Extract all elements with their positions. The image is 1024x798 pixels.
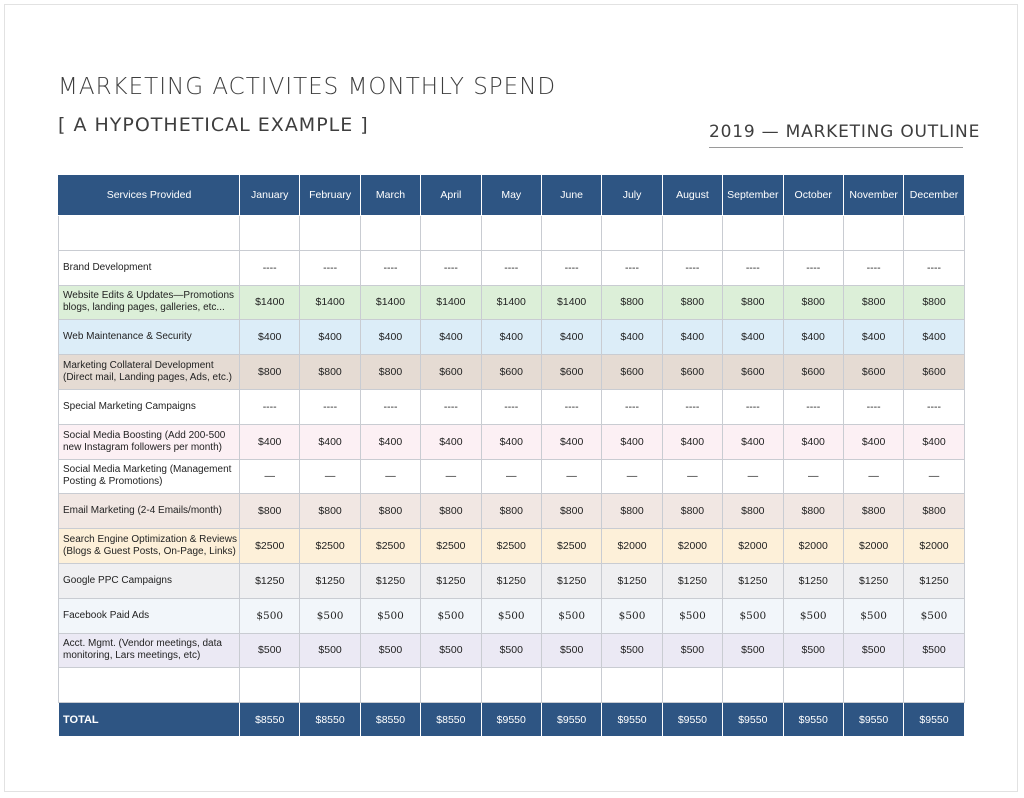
spend-cell (541, 216, 601, 251)
spend-cell (421, 668, 481, 703)
spend-cell: $1400 (240, 285, 300, 320)
spend-cell: $400 (300, 320, 360, 355)
spend-cell: — (481, 459, 541, 494)
spend-cell: $1250 (662, 563, 722, 598)
spend-cell: $800 (783, 285, 843, 320)
spend-cell: ---- (723, 250, 783, 285)
spend-cell: $1250 (843, 563, 903, 598)
service-label: Search Engine Optimization & Reviews (Blogs & Guest Posts, On-Page, Links) (59, 529, 240, 564)
spend-cell: $2000 (783, 529, 843, 564)
spend-cell: $500 (300, 633, 360, 668)
spend-cell: ---- (843, 250, 903, 285)
spend-cell: ---- (904, 250, 964, 285)
spend-cell: $400 (240, 320, 300, 355)
spend-cell: $2500 (240, 529, 300, 564)
spend-cell: $400 (360, 424, 420, 459)
spend-cell: $600 (662, 355, 722, 390)
total-cell: $9550 (723, 703, 783, 737)
service-label: Brand Development (59, 250, 240, 285)
spend-cell (723, 668, 783, 703)
spend-cell: $500 (602, 598, 662, 633)
column-header-month: December (904, 175, 964, 216)
page-subtitle: [ A HYPOTHETICAL EXAMPLE ] (58, 114, 369, 136)
outline-heading: 2019 — MARKETING OUTLINE (709, 122, 963, 148)
spend-cell: $800 (602, 494, 662, 529)
spend-cell: ---- (541, 389, 601, 424)
service-label: Acct. Mgmt. (Vendor meetings, data monitoring, Lars meetings, etc) (59, 633, 240, 668)
column-header-month: April (421, 175, 481, 216)
spend-cell: $400 (421, 424, 481, 459)
spend-cell: $2500 (360, 529, 420, 564)
spend-cell: ---- (300, 250, 360, 285)
spend-cell: ---- (904, 389, 964, 424)
spend-cell: $800 (662, 285, 722, 320)
spend-cell: — (904, 459, 964, 494)
spend-cell: — (602, 459, 662, 494)
spend-cell: ---- (421, 250, 481, 285)
spend-cell: ---- (662, 389, 722, 424)
spend-cell: — (783, 459, 843, 494)
spend-cell (360, 216, 420, 251)
spend-cell (541, 668, 601, 703)
spend-cell: $500 (421, 633, 481, 668)
spend-cell: $400 (602, 424, 662, 459)
column-header-month: August (662, 175, 722, 216)
spend-cell: $1250 (421, 563, 481, 598)
spend-cell: $500 (602, 633, 662, 668)
spend-cell (843, 668, 903, 703)
spend-cell: ---- (360, 250, 420, 285)
spend-cell: $500 (783, 633, 843, 668)
spend-cell (240, 216, 300, 251)
spend-cell (300, 216, 360, 251)
spend-cell: ---- (300, 389, 360, 424)
spend-cell: ---- (481, 250, 541, 285)
spend-cell: $1250 (723, 563, 783, 598)
spend-cell: $500 (360, 598, 420, 633)
spend-cell: $2500 (481, 529, 541, 564)
spend-cell: $800 (481, 494, 541, 529)
spend-cell: $600 (904, 355, 964, 390)
spend-cell: — (240, 459, 300, 494)
service-label (59, 216, 240, 251)
table-row (59, 320, 965, 355)
spend-cell: $1250 (360, 563, 420, 598)
spend-cell: $1400 (300, 285, 360, 320)
spend-cell: $500 (240, 633, 300, 668)
spend-cell (360, 668, 420, 703)
spend-cell (662, 668, 722, 703)
spend-cell: $2500 (421, 529, 481, 564)
spend-cell: $400 (541, 320, 601, 355)
spend-cell: $400 (723, 320, 783, 355)
spend-cell (904, 216, 964, 251)
service-label: Marketing Collateral Development (Direct mail, Landing pages, Ads, etc.) (59, 355, 240, 390)
spend-cell: ---- (481, 389, 541, 424)
total-cell: $9550 (541, 703, 601, 737)
table-row (59, 250, 965, 285)
spend-cell: $400 (843, 320, 903, 355)
column-header-month: March (360, 175, 420, 216)
spend-cell: $2000 (723, 529, 783, 564)
spend-cell: — (300, 459, 360, 494)
service-label: Special Marketing Campaigns (59, 389, 240, 424)
spend-cell: $500 (723, 633, 783, 668)
spend-cell: $400 (662, 320, 722, 355)
spend-cell: $800 (240, 494, 300, 529)
spend-cell: $2000 (602, 529, 662, 564)
spend-cell: $400 (360, 320, 420, 355)
spend-cell: $2000 (904, 529, 964, 564)
spend-cell: ---- (783, 250, 843, 285)
spend-cell: $500 (843, 633, 903, 668)
spend-cell (481, 216, 541, 251)
spend-cell: — (723, 459, 783, 494)
service-label: Website Edits & Updates—Promotions blogs, landing pages, galleries, etc... (59, 285, 240, 320)
spend-cell: $400 (300, 424, 360, 459)
total-cell: $8550 (421, 703, 481, 737)
service-label: Social Media Boosting (Add 200-500 new Instagram followers per month) (59, 424, 240, 459)
spend-cell: $1400 (360, 285, 420, 320)
spend-cell: ---- (240, 389, 300, 424)
spend-cell (602, 216, 662, 251)
table-row (59, 668, 965, 703)
spend-cell: $800 (300, 355, 360, 390)
spend-cell: $500 (662, 598, 722, 633)
table-row (59, 424, 965, 459)
table-row (59, 459, 965, 494)
total-cell: $8550 (240, 703, 300, 737)
spend-cell: $500 (300, 598, 360, 633)
spend-cell: $800 (541, 494, 601, 529)
spend-cell: — (662, 459, 722, 494)
spend-cell: $1400 (541, 285, 601, 320)
total-cell: $9550 (602, 703, 662, 737)
spend-cell: ---- (421, 389, 481, 424)
spend-cell: $400 (602, 320, 662, 355)
spend-cell (783, 216, 843, 251)
total-row (59, 703, 965, 737)
table-row (59, 598, 965, 633)
spend-cell: $600 (843, 355, 903, 390)
spend-cell (481, 668, 541, 703)
service-label (59, 668, 240, 703)
spend-cell: $400 (783, 424, 843, 459)
spend-cell: — (541, 459, 601, 494)
spend-cell: $400 (783, 320, 843, 355)
spend-cell: — (843, 459, 903, 494)
spend-cell: $800 (843, 494, 903, 529)
spend-table (58, 174, 965, 737)
spend-cell: $400 (421, 320, 481, 355)
spend-cell (602, 668, 662, 703)
spend-cell: $400 (240, 424, 300, 459)
spend-cell: $800 (723, 285, 783, 320)
spend-cell: $2500 (300, 529, 360, 564)
total-cell: $9550 (783, 703, 843, 737)
spend-cell: $2000 (843, 529, 903, 564)
spend-cell: $400 (843, 424, 903, 459)
spend-cell: $1250 (904, 563, 964, 598)
spend-cell: $1250 (541, 563, 601, 598)
spend-cell: $800 (300, 494, 360, 529)
service-label: Web Maintenance & Security (59, 320, 240, 355)
column-header-month: January (240, 175, 300, 216)
column-header-month: February (300, 175, 360, 216)
total-cell: $8550 (360, 703, 420, 737)
table-row (59, 494, 965, 529)
spend-cell: $2000 (662, 529, 722, 564)
spend-cell: ---- (783, 389, 843, 424)
service-label: Google PPC Campaigns (59, 563, 240, 598)
spend-cell: ---- (360, 389, 420, 424)
spend-cell: — (421, 459, 481, 494)
column-header-services: Services Provided (59, 175, 240, 216)
spend-cell: $600 (602, 355, 662, 390)
spend-cell: — (360, 459, 420, 494)
spend-cell (421, 216, 481, 251)
header-row (59, 175, 965, 216)
spend-cell: $500 (723, 598, 783, 633)
spend-cell: $600 (541, 355, 601, 390)
spend-cell: $500 (541, 633, 601, 668)
spend-cell: $600 (481, 355, 541, 390)
spend-cell: $500 (360, 633, 420, 668)
spend-cell: $400 (662, 424, 722, 459)
column-header-month: May (481, 175, 541, 216)
table-row (59, 563, 965, 598)
service-label: Email Marketing (2-4 Emails/month) (59, 494, 240, 529)
total-cell: $9550 (481, 703, 541, 737)
spend-cell: $800 (360, 355, 420, 390)
spend-cell: $400 (723, 424, 783, 459)
spend-cell: $1250 (300, 563, 360, 598)
spend-cell: $800 (662, 494, 722, 529)
spend-cell: $500 (904, 598, 964, 633)
total-cell: $9550 (904, 703, 964, 737)
spend-cell: $800 (843, 285, 903, 320)
spend-cell: $1400 (421, 285, 481, 320)
spend-cell: $1250 (481, 563, 541, 598)
spend-cell: $800 (421, 494, 481, 529)
spend-cell: $600 (421, 355, 481, 390)
spend-cell: $500 (421, 598, 481, 633)
spend-cell: ---- (723, 389, 783, 424)
column-header-month: June (541, 175, 601, 216)
total-cell: $8550 (300, 703, 360, 737)
spend-cell: $800 (904, 285, 964, 320)
spend-cell (300, 668, 360, 703)
spend-cell: $800 (904, 494, 964, 529)
spend-cell: $400 (481, 320, 541, 355)
spend-cell: ---- (240, 250, 300, 285)
spend-cell: $1250 (240, 563, 300, 598)
spend-cell: $500 (843, 598, 903, 633)
spend-cell: $400 (481, 424, 541, 459)
column-header-month: September (723, 175, 783, 216)
column-header-month: October (783, 175, 843, 216)
spend-cell: $800 (783, 494, 843, 529)
spend-cell: $800 (602, 285, 662, 320)
spend-cell: $500 (240, 598, 300, 633)
spend-cell: $1400 (481, 285, 541, 320)
spend-cell: $400 (904, 320, 964, 355)
table-row (59, 389, 965, 424)
table-row (59, 285, 965, 320)
spend-cell: $600 (783, 355, 843, 390)
spend-cell: $500 (481, 633, 541, 668)
table-row (59, 216, 965, 251)
spend-cell: ---- (662, 250, 722, 285)
spend-cell: ---- (843, 389, 903, 424)
total-cell: $9550 (843, 703, 903, 737)
spend-cell (783, 668, 843, 703)
spend-cell: $800 (240, 355, 300, 390)
spend-cell: ---- (602, 389, 662, 424)
spend-cell (240, 668, 300, 703)
total-label: TOTAL (59, 703, 240, 737)
column-header-month: July (602, 175, 662, 216)
spend-cell: $400 (541, 424, 601, 459)
spend-cell: $500 (662, 633, 722, 668)
spend-cell: $500 (481, 598, 541, 633)
table-row (59, 529, 965, 564)
spend-cell (843, 216, 903, 251)
spend-cell: $600 (723, 355, 783, 390)
total-cell: $9550 (662, 703, 722, 737)
table-row (59, 355, 965, 390)
spend-cell: $2500 (541, 529, 601, 564)
service-label: Social Media Marketing (Management Posting & Promotions) (59, 459, 240, 494)
spend-cell: $1250 (783, 563, 843, 598)
table-row (59, 633, 965, 668)
column-header-month: November (843, 175, 903, 216)
spend-cell: $1250 (602, 563, 662, 598)
spend-cell: $800 (723, 494, 783, 529)
spend-cell (723, 216, 783, 251)
spend-cell: $500 (904, 633, 964, 668)
spend-cell: ---- (541, 250, 601, 285)
spend-cell: $500 (541, 598, 601, 633)
spend-cell: $500 (783, 598, 843, 633)
spend-cell: ---- (602, 250, 662, 285)
spend-cell: $800 (360, 494, 420, 529)
spend-cell (904, 668, 964, 703)
spend-cell: $400 (904, 424, 964, 459)
page-title: MARKETING ACTIVITES MONTHLY SPEND (58, 74, 557, 100)
service-label: Facebook Paid Ads (59, 598, 240, 633)
spend-cell (662, 216, 722, 251)
